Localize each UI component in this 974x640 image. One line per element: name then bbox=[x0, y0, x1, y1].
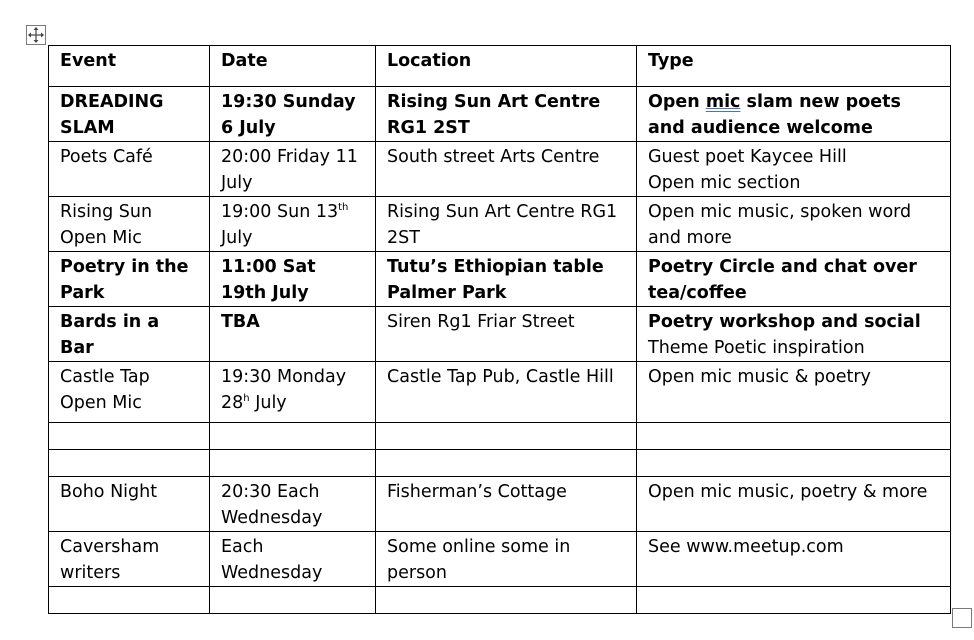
cell-event[interactable]: Bards in a Bar bbox=[49, 307, 210, 362]
cell-empty[interactable] bbox=[49, 587, 210, 614]
cell-date[interactable]: 11:00 Sat 19th July bbox=[210, 252, 376, 307]
header-location[interactable]: Location bbox=[376, 46, 637, 87]
type-line: Guest poet Kaycee Hill bbox=[648, 147, 847, 167]
cell-type[interactable]: Poetry Circle and chat over tea/coffee bbox=[637, 252, 951, 307]
table-row-empty bbox=[49, 423, 951, 450]
table-row bbox=[49, 477, 951, 532]
cell-empty[interactable] bbox=[49, 423, 210, 450]
cell-location[interactable]: Fisherman’s Cottage bbox=[376, 477, 637, 532]
cell-empty[interactable] bbox=[376, 423, 637, 450]
cell-event[interactable]: Boho Night bbox=[49, 477, 210, 532]
date-text: 19:30 Monday 28 bbox=[221, 367, 347, 413]
cell-location[interactable]: Castle Tap Pub, Castle Hill bbox=[376, 362, 637, 423]
cell-location[interactable]: Tutu’s Ethiopian table Palmer Park bbox=[376, 252, 637, 307]
cell-event[interactable]: Poetry in the Park bbox=[49, 252, 210, 307]
spellcheck-word: mic bbox=[705, 92, 741, 112]
cell-location[interactable]: Some online some in person bbox=[376, 532, 637, 587]
cell-empty[interactable] bbox=[49, 450, 210, 477]
cell-type[interactable] bbox=[637, 87, 951, 142]
date-superscript: th bbox=[338, 202, 349, 214]
cell-empty[interactable] bbox=[637, 587, 951, 614]
table-row bbox=[49, 532, 951, 587]
date-superscript: h bbox=[243, 393, 250, 405]
cell-location[interactable]: Siren Rg1 Friar Street bbox=[376, 307, 637, 362]
cell-type[interactable] bbox=[637, 142, 951, 197]
cell-empty[interactable] bbox=[637, 450, 951, 477]
cell-type[interactable]: Open mic music, spoken word and more bbox=[637, 197, 951, 252]
cell-date[interactable] bbox=[210, 197, 376, 252]
cell-type[interactable]: Open mic music, poetry & more bbox=[637, 477, 951, 532]
events-table bbox=[48, 45, 951, 614]
type-line: Theme Poetic inspiration bbox=[648, 338, 865, 358]
move-arrows-icon bbox=[27, 26, 45, 44]
cell-date[interactable]: Each Wednesday bbox=[210, 532, 376, 587]
cell-type[interactable] bbox=[637, 307, 951, 362]
cell-type[interactable]: Open mic music & poetry bbox=[637, 362, 951, 423]
table-row bbox=[49, 252, 951, 307]
cell-location[interactable]: Rising Sun Art Centre RG1 2ST bbox=[376, 87, 637, 142]
table-row bbox=[49, 362, 951, 423]
cell-date[interactable]: 19:30 Sunday 6 July bbox=[210, 87, 376, 142]
table-row-empty bbox=[49, 587, 951, 614]
cell-event[interactable]: Poets Café bbox=[49, 142, 210, 197]
type-line: Open mic section bbox=[648, 173, 801, 193]
cell-date[interactable] bbox=[210, 362, 376, 423]
cell-event[interactable]: Rising Sun Open Mic bbox=[49, 197, 210, 252]
cell-date[interactable]: 20:00 Friday 11 July bbox=[210, 142, 376, 197]
header-date[interactable]: Date bbox=[210, 46, 376, 87]
cell-empty[interactable] bbox=[210, 450, 376, 477]
header-type[interactable]: Type bbox=[637, 46, 951, 87]
type-text: Open bbox=[648, 92, 706, 112]
table-row bbox=[49, 87, 951, 142]
cell-location[interactable]: South street Arts Centre bbox=[376, 142, 637, 197]
cell-event[interactable]: DREADING SLAM bbox=[49, 87, 210, 142]
cell-date[interactable]: 20:30 Each Wednesday bbox=[210, 477, 376, 532]
table-resize-handle[interactable] bbox=[952, 608, 972, 628]
cell-empty[interactable] bbox=[637, 423, 951, 450]
header-event[interactable]: Event bbox=[49, 46, 210, 87]
table-move-handle[interactable] bbox=[26, 25, 46, 45]
cell-location[interactable]: Rising Sun Art Centre RG1 2ST bbox=[376, 197, 637, 252]
type-line: Poetry workshop and social bbox=[648, 312, 921, 332]
type-text: slam new poets and audience welcome bbox=[648, 92, 901, 138]
table-row bbox=[49, 142, 951, 197]
date-text: July bbox=[221, 228, 253, 248]
cell-date[interactable]: TBA bbox=[210, 307, 376, 362]
cell-event[interactable]: Castle Tap Open Mic bbox=[49, 362, 210, 423]
cell-empty[interactable] bbox=[210, 423, 376, 450]
cell-event[interactable]: Caversham writers bbox=[49, 532, 210, 587]
cell-empty[interactable] bbox=[376, 587, 637, 614]
table-row bbox=[49, 197, 951, 252]
cell-empty[interactable] bbox=[376, 450, 637, 477]
table-row bbox=[49, 307, 951, 362]
date-text: 19:00 Sun 13 bbox=[221, 202, 339, 222]
cell-type[interactable]: See www.meetup.com bbox=[637, 532, 951, 587]
date-text: July bbox=[249, 393, 287, 413]
table-header-row bbox=[49, 46, 951, 87]
table-row-empty bbox=[49, 450, 951, 477]
cell-empty[interactable] bbox=[210, 587, 376, 614]
